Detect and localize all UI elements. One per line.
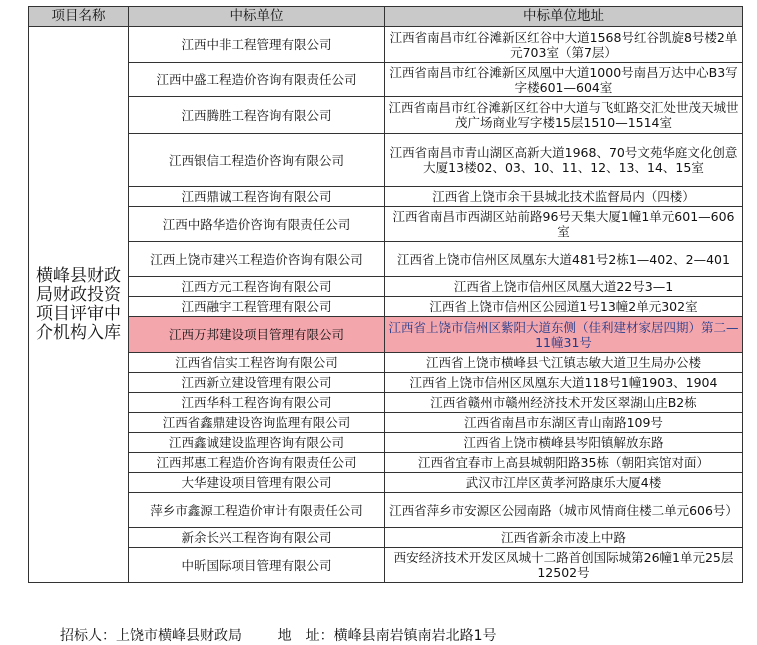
unit-address-cell: 江西省南昌市红谷滩新区凤凰中大道1000号南昌万达中心B3写字楼601—604室 bbox=[385, 63, 743, 97]
unit-address-cell: 江西省上饶市信州区公园道1号13幢2单元302室 bbox=[385, 297, 743, 317]
tenderer-name: 上饶市横峰县财政局 bbox=[116, 628, 242, 644]
table-row bbox=[29, 373, 743, 393]
unit-address-cell: 江西省新余市凌上中路 bbox=[385, 528, 743, 548]
unit-address-cell: 武汉市江岸区黄孝河路康乐大厦4楼 bbox=[385, 473, 743, 493]
winning-unit-cell: 江西上饶市建兴工程造价咨询有限公司 bbox=[129, 242, 385, 277]
table-row bbox=[29, 207, 743, 242]
unit-address-cell: 西安经济技术开发区凤城十二路首创国际城第26幢1单元25层12502号 bbox=[385, 548, 743, 583]
winning-unit-cell: 江西省鑫鼎建设咨询监理有限公司 bbox=[129, 413, 385, 433]
winning-unit-cell: 江西省信实工程咨询有限公司 bbox=[129, 353, 385, 373]
table-row bbox=[29, 63, 743, 97]
bid-winners-table bbox=[28, 6, 743, 583]
winning-unit-cell: 江西银信工程造价咨询有限公司 bbox=[129, 134, 385, 187]
unit-address-cell: 江西省上饶市信州区凤凰东大道481号2栋1—402、2—401 bbox=[385, 242, 743, 277]
winning-unit-cell: 江西鑫诚建设监理咨询有限公司 bbox=[129, 433, 385, 453]
table-row bbox=[29, 134, 743, 187]
unit-address-cell: 江西省南昌市东湖区青山南路109号 bbox=[385, 413, 743, 433]
unit-address-cell: 江西省南昌市红谷滩新区红谷中大道1568号红谷凯旋8号楼2单元703室（第7层） bbox=[385, 27, 743, 63]
winning-unit-cell: 新余长兴工程咨询有限公司 bbox=[129, 528, 385, 548]
unit-address-cell: 江西省上饶市信州区凤凰东大道118号1幢1903、1904 bbox=[385, 373, 743, 393]
winning-unit-cell: 江西新立建设管理有限公司 bbox=[129, 373, 385, 393]
table-row bbox=[29, 393, 743, 413]
project-name-cell: 横峰县财政局财政投资项目评审中介机构入库 bbox=[29, 27, 129, 583]
unit-address-cell: 江西省上饶市横峰县岑阳镇解放东路 bbox=[385, 433, 743, 453]
table-row bbox=[29, 433, 743, 453]
unit-address-cell: 江西省上饶市信州区凤凰大道22号3—1 bbox=[385, 277, 743, 297]
unit-address-cell: 江西省南昌市青山湖区高新大道1968、70号文苑华庭文化创意大厦13楼02、03、10、11、12、13、14、15室 bbox=[385, 134, 743, 187]
winning-unit-cell: 江西邦惠工程造价咨询有限责任公司 bbox=[129, 453, 385, 473]
winning-unit-cell: 江西鼎诚工程咨询有限公司 bbox=[129, 187, 385, 207]
unit-address-cell: 江西省萍乡市安源区公园南路（城市风情商住楼二单元606号） bbox=[385, 493, 743, 528]
unit-address-cell: 江西省上饶市信州区紫阳大道东侧（佳利建材家居四期）第二—11幢31号 bbox=[385, 317, 743, 353]
winning-unit-cell: 中昕国际项目管理有限公司 bbox=[129, 548, 385, 583]
table-row bbox=[29, 297, 743, 317]
table-row bbox=[29, 548, 743, 583]
header-project-name: 项目名称 bbox=[29, 7, 129, 27]
table-row bbox=[29, 353, 743, 373]
table-row bbox=[29, 473, 743, 493]
header-winning-unit: 中标单位 bbox=[129, 7, 385, 27]
table-row bbox=[29, 187, 743, 207]
tenderer-footer bbox=[60, 625, 497, 645]
table-body bbox=[29, 27, 743, 583]
unit-address-cell: 江西省南昌市西湖区站前路96号天集大厦1幢1单元601—606室 bbox=[385, 207, 743, 242]
table-row bbox=[29, 27, 743, 63]
unit-address-cell: 江西省宜春市上高县城朝阳路35栋（朝阳宾馆对面） bbox=[385, 453, 743, 473]
table-row bbox=[29, 413, 743, 433]
header-unit-address: 中标单位地址 bbox=[385, 7, 743, 27]
table-row bbox=[29, 493, 743, 528]
unit-address-cell: 江西省上饶市余干县城北技术监督局内（四楼） bbox=[385, 187, 743, 207]
table-row bbox=[29, 97, 743, 134]
table-row bbox=[29, 453, 743, 473]
footer-gap bbox=[242, 628, 278, 644]
winning-unit-cell: 大华建设项目管理有限公司 bbox=[129, 473, 385, 493]
winning-unit-cell: 江西万邦建设项目管理有限公司 bbox=[129, 317, 385, 353]
unit-address-cell: 江西省南昌市红谷滩新区红谷中大道与飞虹路交汇处世茂天城世茂广场商业写字楼15层1510—1514室 bbox=[385, 97, 743, 134]
table-row bbox=[29, 242, 743, 277]
unit-address-cell: 江西省上饶市横峰县弋江镇志敏大道卫生局办公楼 bbox=[385, 353, 743, 373]
unit-address-cell: 江西省赣州市赣州经济技术开发区翠湖山庄B2栋 bbox=[385, 393, 743, 413]
winning-unit-cell: 江西中盛工程造价咨询有限责任公司 bbox=[129, 63, 385, 97]
winning-unit-cell: 江西中路华造价咨询有限责任公司 bbox=[129, 207, 385, 242]
tenderer-address: 横峰县南岩镇南岩北路1号 bbox=[333, 628, 497, 644]
winning-unit-cell: 江西方元工程咨询有限公司 bbox=[129, 277, 385, 297]
tenderer-label: 招标人： bbox=[60, 628, 116, 644]
winning-unit-cell: 江西腾胜工程咨询有限公司 bbox=[129, 97, 385, 134]
table-row bbox=[29, 317, 743, 353]
table-header-row bbox=[29, 7, 743, 27]
winning-unit-cell: 江西中非工程管理有限公司 bbox=[129, 27, 385, 63]
winning-unit-cell: 萍乡市鑫源工程造价审计有限责任公司 bbox=[129, 493, 385, 528]
table-row bbox=[29, 277, 743, 297]
table-row bbox=[29, 528, 743, 548]
winning-unit-cell: 江西融宇工程管理有限公司 bbox=[129, 297, 385, 317]
winning-unit-cell: 江西华科工程咨询有限公司 bbox=[129, 393, 385, 413]
address-label: 地 址： bbox=[277, 628, 334, 644]
